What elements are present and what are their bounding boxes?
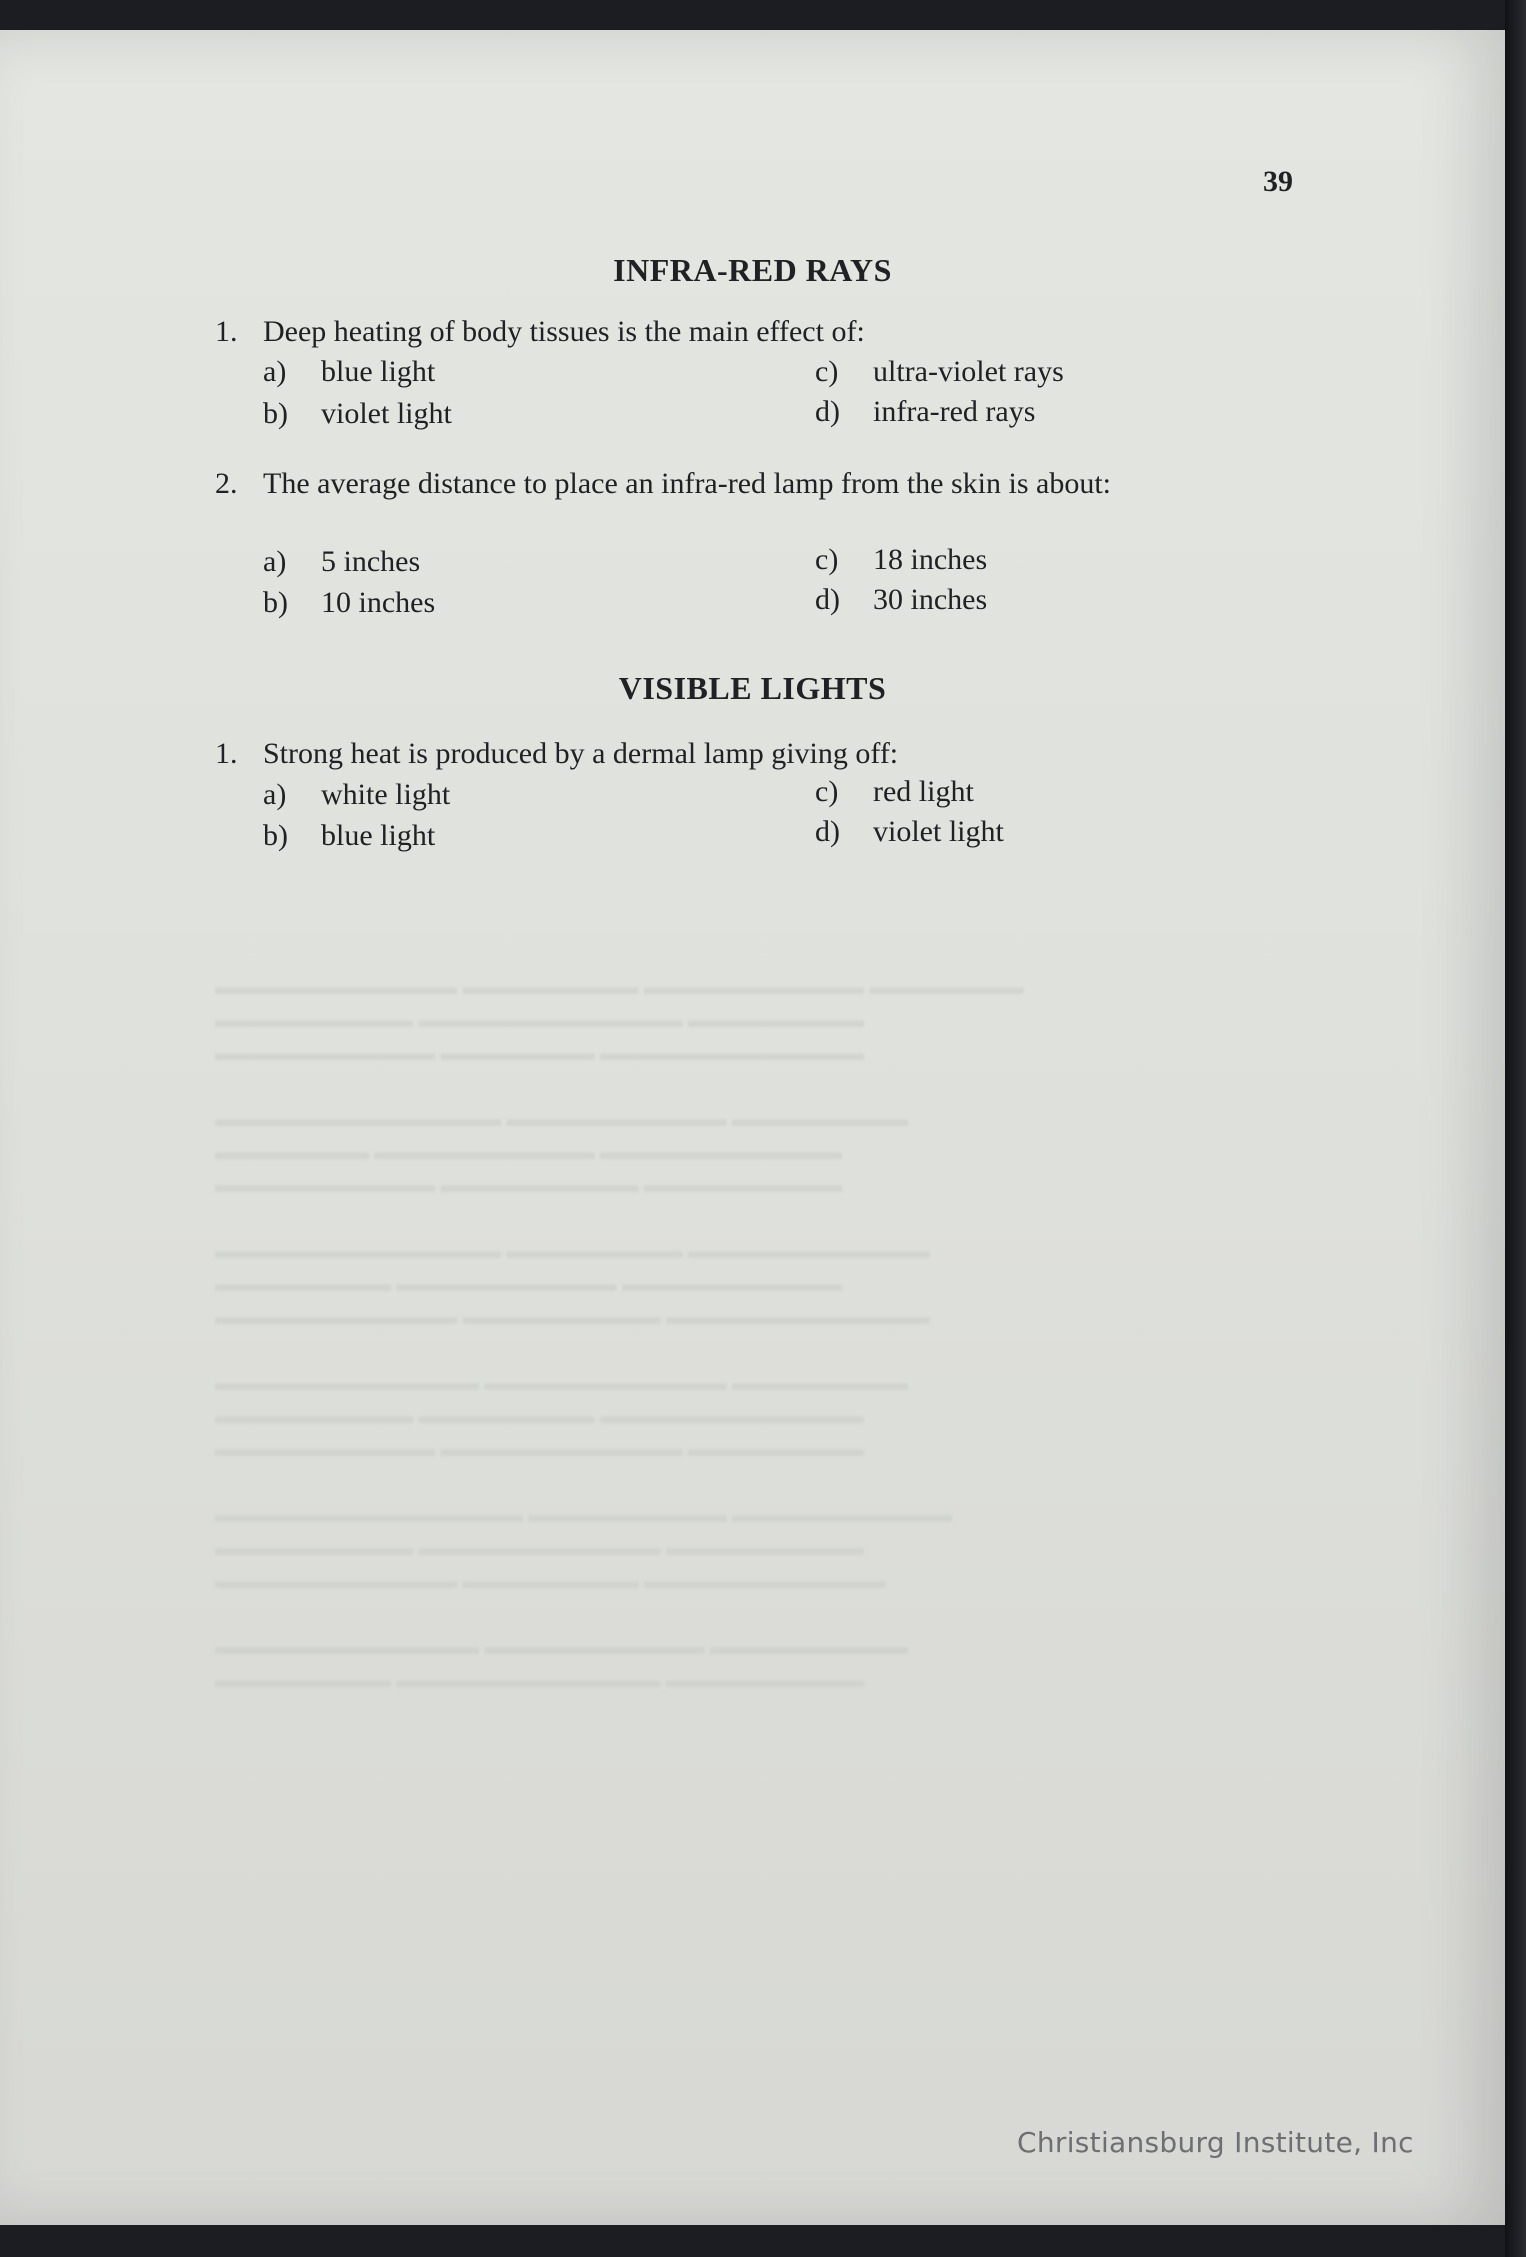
option-c xyxy=(815,355,1064,389)
option-text: blue light xyxy=(321,355,436,388)
option-text: blue light xyxy=(321,819,436,852)
question-text: Deep heating of body tissues is the main effect of: xyxy=(263,315,865,348)
option-letter: c) xyxy=(815,543,839,576)
question-1-infra-red xyxy=(215,313,1315,351)
option-text: ultra-violet rays xyxy=(873,355,1064,388)
option-text: infra-red rays xyxy=(873,395,1036,428)
option-letter: c) xyxy=(815,775,839,808)
question-1-visible-lights xyxy=(215,735,1315,773)
option-letter: a) xyxy=(263,778,287,811)
document-page xyxy=(0,30,1505,2225)
option-text: red light xyxy=(873,775,974,808)
option-letter: a) xyxy=(263,545,287,578)
option-letter: d) xyxy=(815,583,840,616)
option-a xyxy=(263,545,420,579)
option-a xyxy=(263,778,450,812)
page-number: 39 xyxy=(1263,165,1293,198)
option-d xyxy=(815,815,1004,849)
option-letter: b) xyxy=(263,397,288,430)
option-b xyxy=(263,397,452,431)
question-number: 2. xyxy=(215,467,238,500)
option-letter: b) xyxy=(263,819,288,852)
option-text: 18 inches xyxy=(873,543,988,576)
option-letter: c) xyxy=(815,355,839,388)
option-a xyxy=(263,355,435,389)
option-letter: d) xyxy=(815,395,840,428)
option-text: violet light xyxy=(321,397,452,430)
option-d xyxy=(815,583,987,617)
option-text: 30 inches xyxy=(873,583,988,616)
option-c xyxy=(815,775,974,809)
section-title-visible-lights: VISIBLE LIGHTS xyxy=(618,670,887,706)
page-edge-shadow xyxy=(1505,0,1526,2257)
question-text: The average distance to place an infra-red lamp from the skin is about: xyxy=(263,467,1111,500)
option-b xyxy=(263,586,435,620)
option-letter: a) xyxy=(263,355,287,388)
option-c xyxy=(815,543,987,577)
option-text: violet light xyxy=(873,815,1004,848)
section-title-infra-red-rays: INFRA-RED RAYS xyxy=(613,252,892,288)
watermark: Christiansburg Institute, Inc xyxy=(1017,2126,1414,2159)
question-number: 1. xyxy=(215,737,238,770)
question-text: Strong heat is produced by a dermal lamp giving off: xyxy=(263,737,899,770)
option-letter: b) xyxy=(263,586,288,619)
option-b xyxy=(263,819,435,853)
option-text: white light xyxy=(321,778,451,811)
option-text: 5 inches xyxy=(321,545,421,578)
option-letter: d) xyxy=(815,815,840,848)
question-2-infra-red xyxy=(215,465,1315,503)
option-text: 10 inches xyxy=(321,586,436,619)
question-number: 1. xyxy=(215,315,238,348)
bleed-through-texture: ▬▬▬▬▬▬▬▬▬▬▬ ▬▬▬▬▬▬▬▬ ▬▬▬▬▬▬▬▬▬▬ ▬▬▬▬▬▬▬ ▬▬▬▬▬▬▬▬▬ ▬▬▬▬▬▬▬▬▬▬▬▬ ▬▬▬▬▬▬▬▬ ▬▬▬▬▬▬▬▬▬▬ ▬▬▬▬▬▬▬ ▬▬▬▬▬▬▬▬▬▬▬▬ ▬▬▬▬▬▬▬▬▬▬▬▬▬ ▬▬▬▬▬▬▬▬▬▬ ▬▬▬▬▬▬▬▬ ▬▬▬▬▬▬▬ ▬▬▬▬▬▬▬▬▬▬ ▬▬▬▬▬▬▬▬▬▬▬ ▬▬▬▬▬▬▬▬▬▬ ▬▬▬▬▬▬▬▬▬ ▬▬▬▬▬▬▬▬▬ ▬▬▬▬▬▬▬▬▬▬▬▬▬ ▬▬▬▬▬▬▬▬ ▬▬▬▬▬▬▬▬▬▬▬ ▬▬▬▬▬▬▬▬ ▬▬▬▬▬▬▬▬▬▬ ▬▬▬▬▬▬▬▬▬▬ ▬▬▬▬▬▬▬▬▬▬▬ ▬▬▬▬▬▬▬▬▬ ▬▬▬▬▬▬▬▬▬▬▬▬ ▬▬▬▬▬▬▬▬▬▬▬▬ ▬▬▬▬▬▬▬▬▬▬▬ ▬▬▬▬▬▬▬▬ ▬▬▬▬▬▬▬▬▬ ▬▬▬▬▬▬▬▬ ▬▬▬▬▬▬▬▬▬▬▬▬ ▬▬▬▬▬▬▬▬▬▬ ▬▬▬▬▬▬▬▬▬▬▬ ▬▬▬▬▬▬▬▬ ▬▬▬▬▬▬▬▬▬▬▬▬▬▬ ▬▬▬▬▬▬▬▬▬ ▬▬▬▬▬▬▬▬▬▬ ▬▬▬▬▬▬▬▬▬ ▬▬▬▬▬▬▬▬▬▬▬ ▬▬▬▬▬▬▬▬▬ ▬▬▬▬▬▬▬▬▬▬▬ ▬▬▬▬▬▬▬▬ ▬▬▬▬▬▬▬▬▬▬▬ ▬▬▬▬▬▬▬▬▬▬▬▬ ▬▬▬▬▬▬▬▬▬▬ ▬▬▬▬▬▬▬▬▬ ▬▬▬▬▬▬▬▬ ▬▬▬▬▬▬▬▬▬▬▬▬ ▬▬▬▬▬▬▬▬▬ xyxy=(215,974,1024,1692)
option-d xyxy=(815,395,1035,429)
